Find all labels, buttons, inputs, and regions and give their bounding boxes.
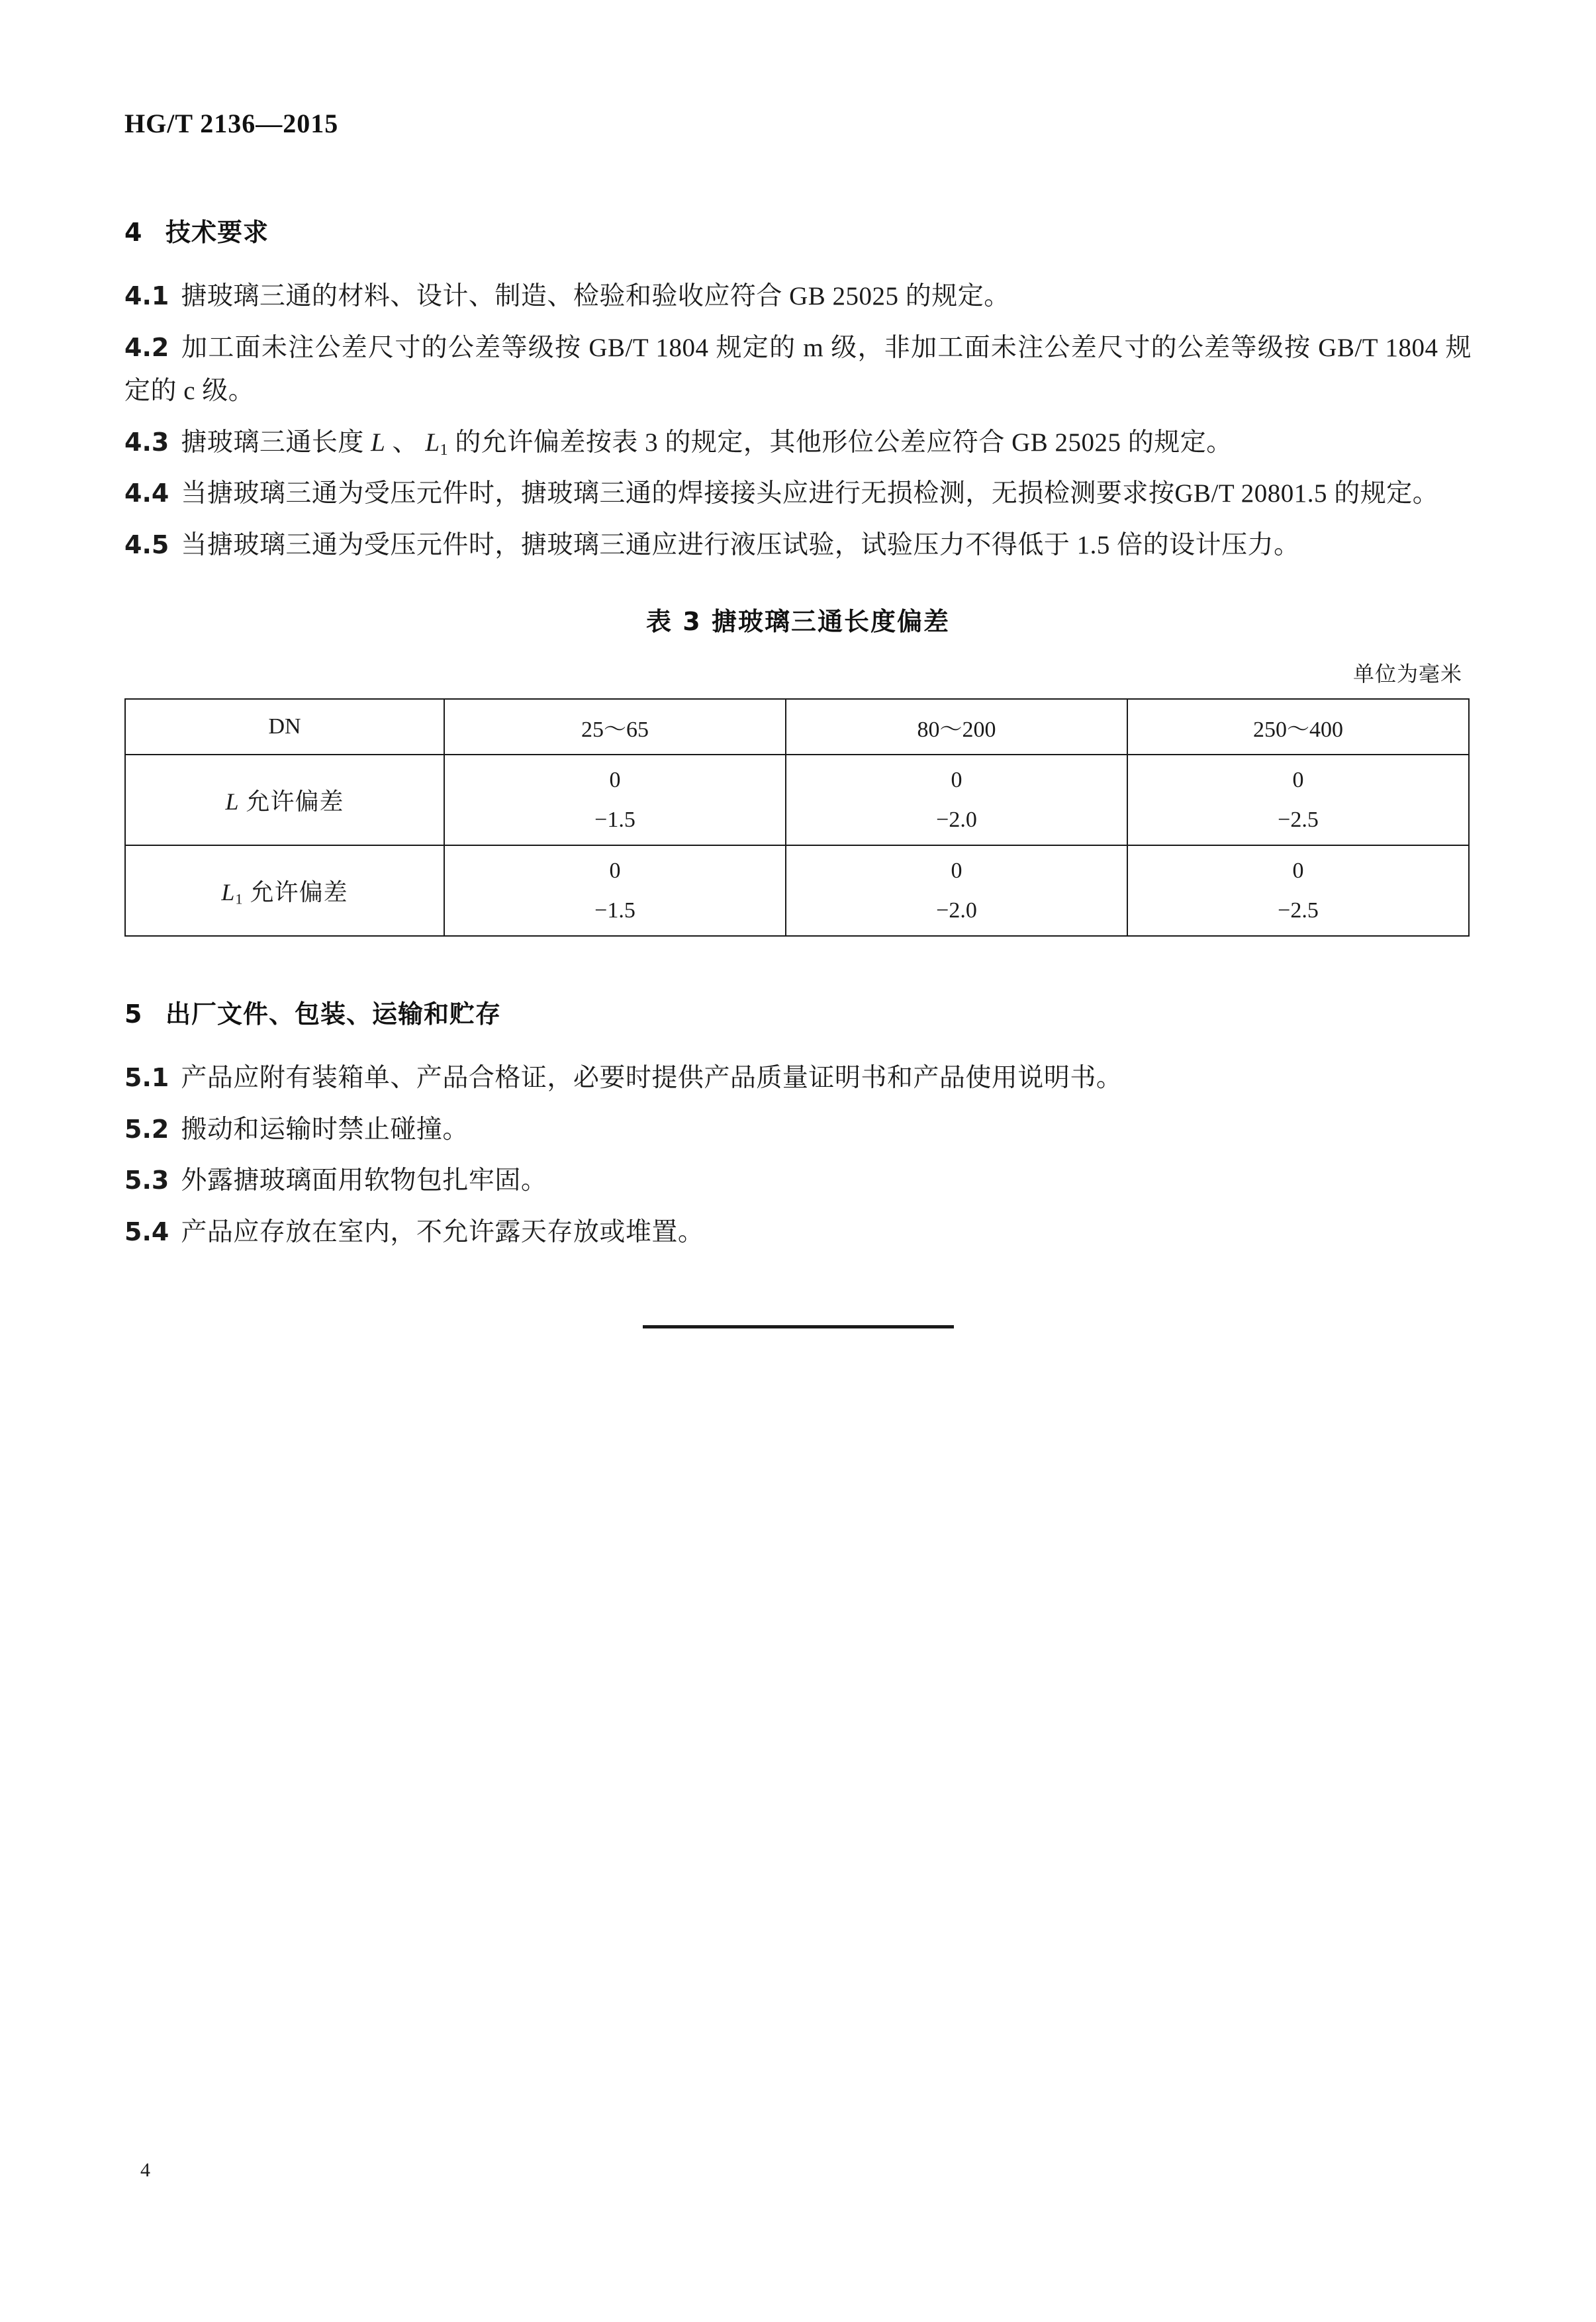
- tol-lower: −2.0: [936, 807, 977, 832]
- table-header-range-2: 80～200: [786, 699, 1127, 755]
- table-header-row: [125, 699, 1469, 755]
- clause-number-4-3: 4.3: [124, 427, 169, 457]
- clause-5-4: [124, 1211, 1472, 1254]
- section-title-4: 技术要求: [165, 218, 269, 247]
- clause-text-4-5: 当搪玻璃三通为受压元件时，搪玻璃三通应进行液压试验，试验压力不得低于 1.5 倍的设计压力。: [181, 530, 1300, 559]
- clause-text-4-2: 加工面未注公差尺寸的公差等级按 GB/T 1804 规定的 m 级，非加工面未注公差尺寸的公差等级按 GB/T 1804 规定的 c 级。: [124, 333, 1472, 406]
- end-of-text-rule: [643, 1325, 954, 1328]
- tol-lower: −1.5: [594, 898, 635, 923]
- clause-number-4-1: 4.1: [124, 281, 169, 310]
- symbol-l: L: [371, 428, 386, 457]
- row-label-text-l: 允许偏差: [239, 788, 344, 815]
- table-cell-l-25-65: [444, 755, 786, 845]
- clause-text-5-3: 外露搪玻璃面用软物包扎牢固。: [181, 1166, 547, 1195]
- clause-text-5-1: 产品应附有装箱单、产品合格证，必要时提供产品质量证明书和产品使用说明书。: [181, 1064, 1123, 1093]
- clause-number-4-5: 4.5: [124, 530, 169, 559]
- table-caption: 表 3 搪玻璃三通长度偏差: [646, 607, 950, 637]
- tol-upper: 0: [609, 767, 621, 792]
- table-header-dn: DN: [125, 699, 444, 755]
- section-heading-4: [124, 212, 1472, 248]
- running-header-standard-id: HG/T 2136—2015: [124, 109, 339, 138]
- table-cell-l1-80-200: [786, 845, 1127, 936]
- symbol-l1: L: [425, 428, 440, 457]
- clause-5-1: [124, 1056, 1472, 1100]
- clause-text-4-3-before: 搪玻璃三通长度: [181, 428, 371, 457]
- tol-upper: 0: [1292, 858, 1304, 883]
- clause-5-2: [124, 1108, 1472, 1152]
- clause-5-3: [124, 1159, 1472, 1203]
- length-deviation-table: [124, 698, 1470, 937]
- clause-number-4-4: 4.4: [124, 479, 169, 508]
- clause-number-4-2: 4.2: [124, 332, 169, 362]
- table-unit-note: 单位为毫米: [1352, 662, 1462, 686]
- clause-text-4-4: 当搪玻璃三通为受压元件时，搪玻璃三通的焊接接头应进行无损检测，无损检测要求按GB/T 20801.5 的规定。: [181, 479, 1439, 508]
- table-row-label-l1: [125, 845, 444, 936]
- row-symbol-l: L: [225, 788, 240, 815]
- tol-lower: −2.0: [936, 898, 977, 923]
- clause-number-5-1: 5.1: [124, 1063, 169, 1093]
- table-header-range-1: 25～65: [444, 699, 786, 755]
- clause-number-5-2: 5.2: [124, 1114, 169, 1144]
- table-cell-l1-25-65: [444, 845, 786, 936]
- table-row-label-l: [125, 755, 444, 845]
- clause-number-5-4: 5.4: [124, 1217, 169, 1246]
- section-number-5: 5: [124, 999, 143, 1029]
- table-cell-l-80-200: [786, 755, 1127, 845]
- clause-number-5-3: 5.3: [124, 1166, 169, 1195]
- section-heading-5: [124, 994, 1472, 1030]
- tol-upper: 0: [609, 858, 621, 883]
- clause-4-1: [124, 275, 1472, 318]
- clause-text-4-3-after: 的允许偏差按表 3 的规定，其他形位公差应符合 GB 25025 的规定。: [448, 428, 1233, 457]
- document-body: [124, 212, 1472, 1328]
- clause-text-4-1: 搪玻璃三通的材料、设计、制造、检验和验收应符合 GB 25025 的规定。: [181, 282, 1010, 310]
- tol-upper: 0: [951, 767, 962, 792]
- section-title-5: 出厂文件、包装、运输和贮存: [165, 999, 502, 1029]
- tol-lower: −2.5: [1278, 898, 1319, 923]
- clause-4-3: [124, 421, 1472, 465]
- row-label-text-l1: 允许偏差: [243, 878, 348, 906]
- page-number: 4: [140, 2159, 150, 2181]
- tol-lower: −1.5: [594, 807, 635, 832]
- clause-text-4-3-mid: 、: [385, 428, 426, 457]
- clause-4-2: [124, 326, 1472, 413]
- table-row: [125, 755, 1469, 845]
- clause-text-5-2: 搬动和运输时禁止碰撞。: [181, 1115, 469, 1144]
- table-header-range-3: 250～400: [1127, 699, 1469, 755]
- tol-lower: −2.5: [1278, 807, 1319, 832]
- row-symbol-l1: L: [221, 878, 236, 906]
- row-symbol-l1-subscript: 1: [235, 890, 244, 907]
- tol-upper: 0: [1292, 767, 1304, 792]
- tol-upper: 0: [951, 858, 962, 883]
- symbol-l1-subscript: 1: [440, 440, 449, 459]
- section-number-4: 4: [124, 218, 143, 247]
- table-cell-l-250-400: [1127, 755, 1469, 845]
- table-row: [125, 845, 1469, 936]
- clause-4-4: [124, 472, 1472, 516]
- end-of-text-rule-wrapper: [124, 1325, 1472, 1328]
- table-cell-l1-250-400: [1127, 845, 1469, 936]
- clause-4-5: [124, 524, 1472, 567]
- clause-text-5-4: 产品应存放在室内，不允许露天存放或堆置。: [181, 1217, 704, 1246]
